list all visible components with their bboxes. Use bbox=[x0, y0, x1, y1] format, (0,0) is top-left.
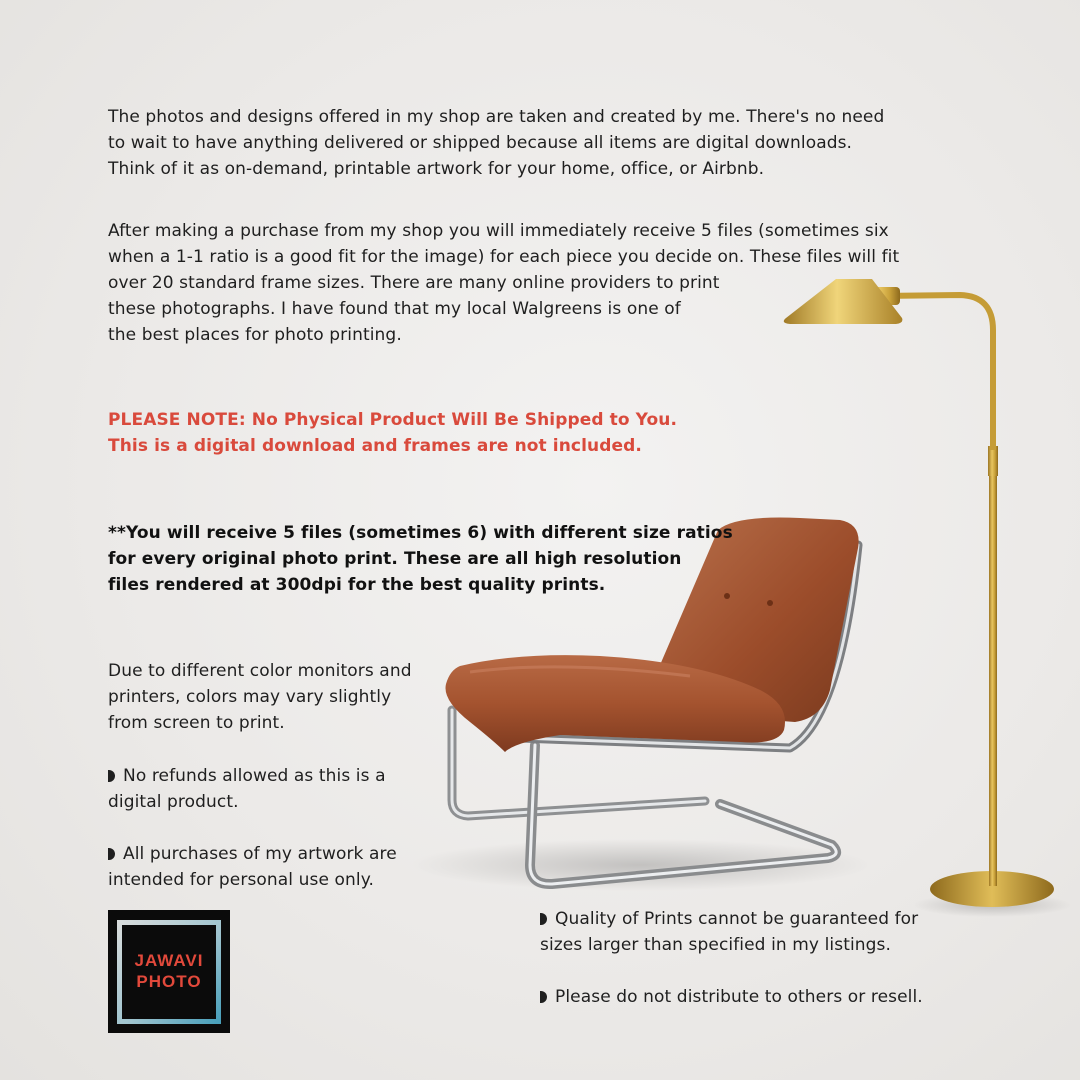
notice-line: PLEASE NOTE: No Physical Product Will Be Shipped to You. bbox=[108, 410, 678, 430]
resolution-line: for every original photo print. These are all high resolution bbox=[108, 549, 682, 569]
jawavi-photo-logo bbox=[108, 910, 230, 1033]
lamp-pole-collar bbox=[988, 446, 998, 476]
bullet-text: digital product. bbox=[108, 792, 239, 812]
color-disclaimer bbox=[108, 658, 412, 736]
chair-button bbox=[767, 600, 773, 606]
bullet-text: sizes larger than specified in my listings. bbox=[540, 935, 892, 955]
intro-line: Think of it as on-demand, printable artwork for your home, office, or Airbnb. bbox=[108, 159, 765, 179]
intro-paragraph bbox=[108, 104, 884, 182]
logo-line: PHOTO bbox=[136, 972, 202, 991]
half-circle-bullet-icon bbox=[540, 913, 547, 925]
bullet-text: intended for personal use only. bbox=[108, 870, 374, 890]
bullet-text: No refunds allowed as this is a bbox=[123, 766, 386, 786]
bullet-text: All purchases of my artwork are bbox=[123, 844, 397, 864]
bullet-text: Please do not distribute to others or resell. bbox=[555, 987, 923, 1007]
bullet-personal-use bbox=[108, 841, 397, 893]
resolution-line: files rendered at 300dpi for the best quality prints. bbox=[108, 575, 606, 595]
half-circle-bullet-icon bbox=[108, 770, 115, 782]
color-line: from screen to print. bbox=[108, 713, 285, 733]
notice-line: This is a digital download and frames are not included. bbox=[108, 436, 642, 456]
bullet-print-quality bbox=[540, 906, 918, 958]
files-line: over 20 standard frame sizes. There are many online providers to print bbox=[108, 273, 720, 293]
lamp-pole-lower bbox=[989, 448, 997, 886]
resolution-line: **You will receive 5 files (sometimes 6) with different size ratios bbox=[108, 523, 733, 543]
intro-line: to wait to have anything delivered or shipped because all items are digital downloads. bbox=[108, 133, 853, 153]
files-line: the best places for photo printing. bbox=[108, 325, 402, 345]
logo-text bbox=[108, 950, 230, 992]
resolution-paragraph bbox=[108, 520, 733, 598]
files-line: these photographs. I have found that my local Walgreens is one of bbox=[108, 299, 681, 319]
files-line: when a 1-1 ratio is a good fit for the image) for each piece you decide on. These files will fit bbox=[108, 247, 900, 267]
intro-line: The photos and designs offered in my shop are taken and created by me. There's no need bbox=[108, 107, 885, 127]
half-circle-bullet-icon bbox=[108, 848, 115, 860]
files-line: After making a purchase from my shop you will immediately receive 5 files (sometimes six bbox=[108, 221, 889, 241]
bullet-no-refunds bbox=[108, 763, 386, 815]
half-circle-bullet-icon bbox=[540, 991, 547, 1003]
bullet-no-distribution bbox=[540, 984, 923, 1010]
logo-line: JAWAVI bbox=[134, 951, 204, 970]
no-physical-product-notice bbox=[108, 407, 677, 459]
color-line: printers, colors may vary slightly bbox=[108, 687, 392, 707]
files-paragraph bbox=[108, 218, 899, 348]
bullet-text: Quality of Prints cannot be guaranteed for bbox=[555, 909, 919, 929]
color-line: Due to different color monitors and bbox=[108, 661, 412, 681]
